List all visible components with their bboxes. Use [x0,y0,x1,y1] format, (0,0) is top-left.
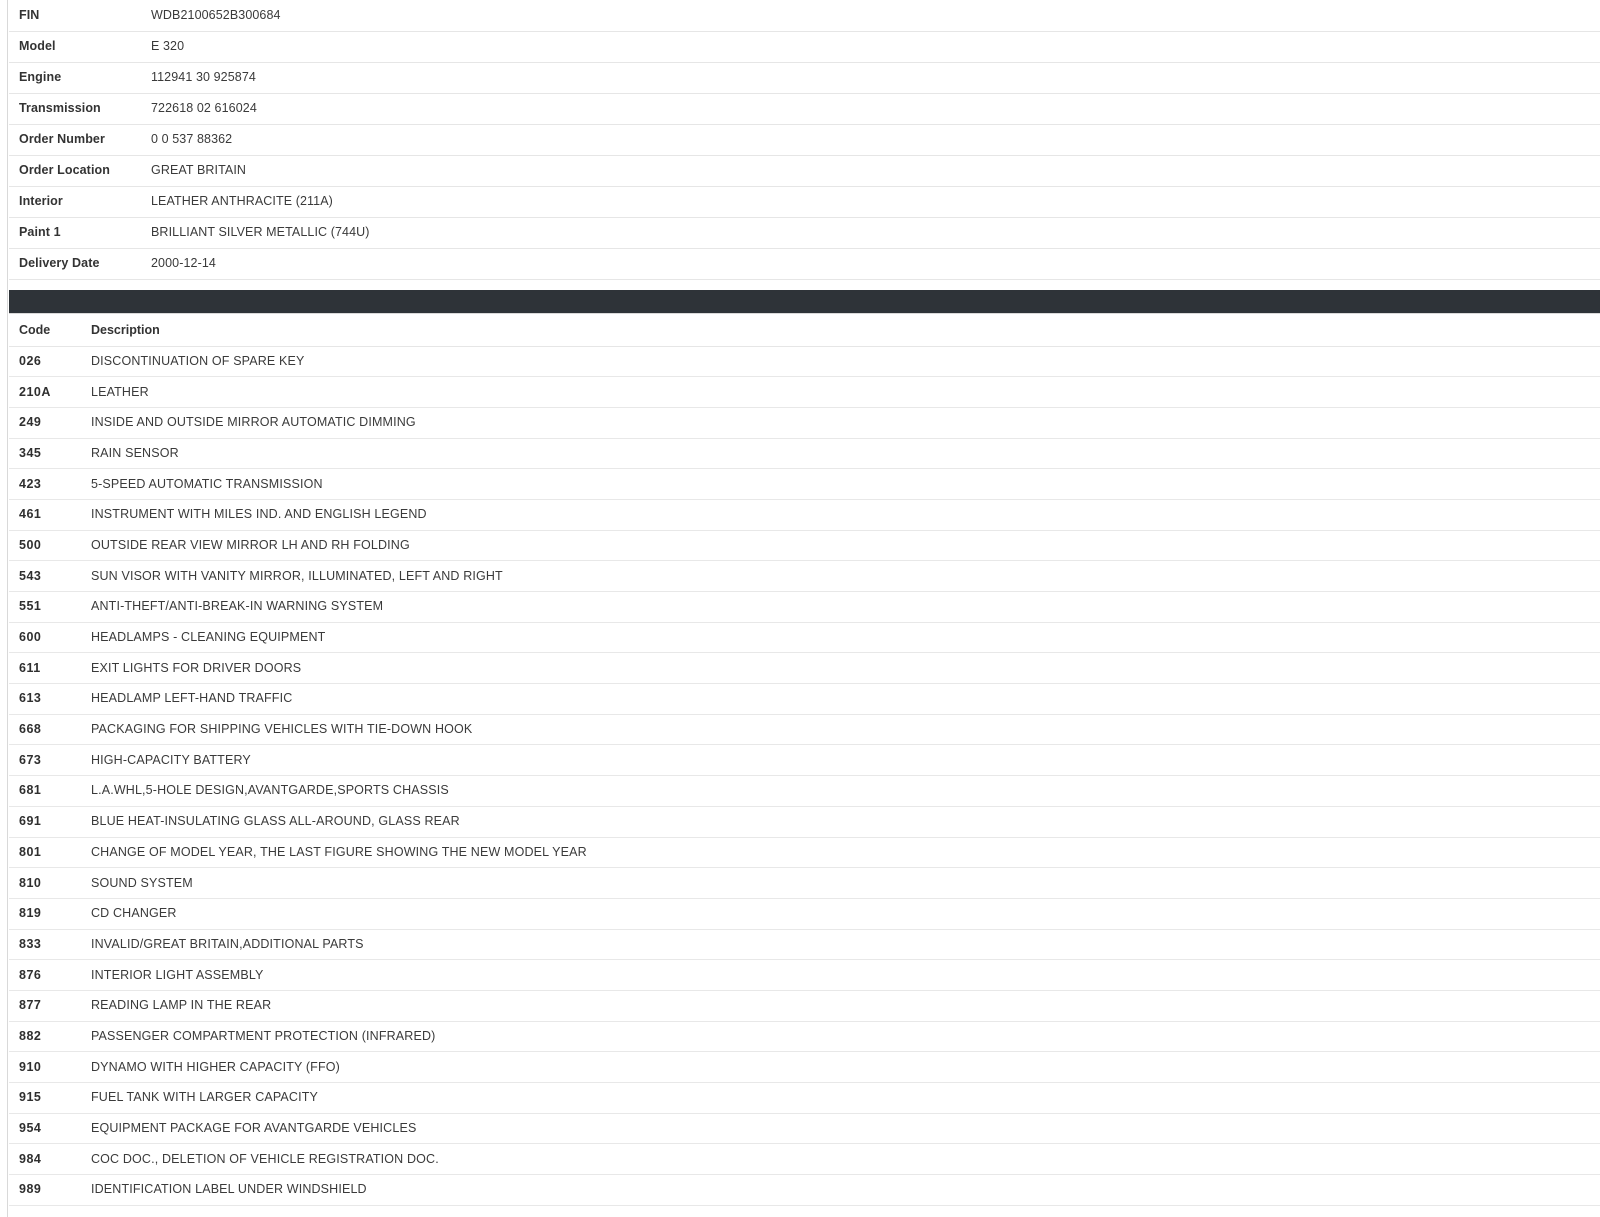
description-cell: EQUIPMENT PACKAGE FOR AVANTGARDE VEHICLES [82,1113,1600,1144]
table-row [9,62,1600,93]
spec-value: 112941 30 925874 [134,62,1600,93]
spec-label: Order Number [9,124,134,155]
table-row [9,868,1600,899]
code-cell: 611 [9,653,82,684]
table-row [9,124,1600,155]
description-cell: HIGH-CAPACITY BATTERY [82,745,1600,776]
code-cell: 810 [9,868,82,899]
code-cell: 551 [9,592,82,623]
description-cell: EXIT LIGHTS FOR DRIVER DOORS [82,653,1600,684]
equipment-codes-header [9,314,1600,347]
code-cell: 819 [9,898,82,929]
code-cell: 833 [9,929,82,960]
code-cell: 249 [9,407,82,438]
left-gutter-rule [0,0,8,1217]
spec-value: LEATHER ANTHRACITE (211A) [134,186,1600,217]
description-cell: 5-SPEED AUTOMATIC TRANSMISSION [82,469,1600,500]
description-cell: IDENTIFICATION LABEL UNDER WINDSHIELD [82,1175,1600,1206]
spec-label: Order Location [9,155,134,186]
table-row [9,960,1600,991]
code-cell: 910 [9,1052,82,1083]
table-row [9,530,1600,561]
code-cell: 681 [9,776,82,807]
code-cell: 801 [9,837,82,868]
equipment-codes-table [9,314,1600,1206]
vehicle-spec-body [9,0,1600,279]
code-cell: 691 [9,806,82,837]
table-row [9,1021,1600,1052]
table-row [9,806,1600,837]
spec-label: Transmission [9,93,134,124]
table-header-row [9,314,1600,347]
spec-value: WDB2100652B300684 [134,0,1600,31]
code-cell: 026 [9,346,82,377]
description-cell: HEADLAMP LEFT-HAND TRAFFIC [82,684,1600,715]
code-cell: 989 [9,1175,82,1206]
spec-value: 0 0 537 88362 [134,124,1600,155]
table-row [9,837,1600,868]
description-cell: PACKAGING FOR SHIPPING VEHICLES WITH TIE-DOWN HOOK [82,714,1600,745]
equipment-codes-section [9,313,1600,1206]
description-cell: CD CHANGER [82,898,1600,929]
table-row [9,377,1600,408]
code-cell: 500 [9,530,82,561]
description-cell: INSTRUMENT WITH MILES IND. AND ENGLISH LEGEND [82,499,1600,530]
vehicle-spec-table [9,0,1600,280]
spec-value: BRILLIANT SILVER METALLIC (744U) [134,217,1600,248]
spec-label: FIN [9,0,134,31]
code-cell: 673 [9,745,82,776]
description-cell: INTERIOR LIGHT ASSEMBLY [82,960,1600,991]
table-row [9,438,1600,469]
table-row [9,155,1600,186]
description-cell: L.A.WHL,5-HOLE DESIGN,AVANTGARDE,SPORTS CHASSIS [82,776,1600,807]
spec-label: Model [9,31,134,62]
column-header-description: Description [82,314,1600,347]
table-row [9,561,1600,592]
description-cell: FUEL TANK WITH LARGER CAPACITY [82,1083,1600,1114]
description-cell: COC DOC., DELETION OF VEHICLE REGISTRATION DOC. [82,1144,1600,1175]
spec-value: 722618 02 616024 [134,93,1600,124]
code-cell: 668 [9,714,82,745]
table-row [9,217,1600,248]
code-cell: 915 [9,1083,82,1114]
description-cell: BLUE HEAT-INSULATING GLASS ALL-AROUND, GLASS REAR [82,806,1600,837]
code-cell: 210A [9,377,82,408]
spec-value: 2000-12-14 [134,248,1600,279]
code-cell: 882 [9,1021,82,1052]
table-row [9,31,1600,62]
table-row [9,776,1600,807]
table-row [9,745,1600,776]
description-cell: DYNAMO WITH HIGHER CAPACITY (FFO) [82,1052,1600,1083]
table-row [9,1175,1600,1206]
table-row [9,714,1600,745]
description-cell: CHANGE OF MODEL YEAR, THE LAST FIGURE SHOWING THE NEW MODEL YEAR [82,837,1600,868]
spec-value: GREAT BRITAIN [134,155,1600,186]
code-cell: 876 [9,960,82,991]
description-cell: LEATHER [82,377,1600,408]
spec-label: Delivery Date [9,248,134,279]
spec-label: Interior [9,186,134,217]
table-row [9,653,1600,684]
code-cell: 600 [9,622,82,653]
description-cell: READING LAMP IN THE REAR [82,990,1600,1021]
table-row [9,684,1600,715]
description-cell: OUTSIDE REAR VIEW MIRROR LH AND RH FOLDING [82,530,1600,561]
section-divider-bar [9,290,1600,313]
column-header-code: Code [9,314,82,347]
code-cell: 345 [9,438,82,469]
table-row [9,248,1600,279]
description-cell: ANTI-THEFT/ANTI-BREAK-IN WARNING SYSTEM [82,592,1600,623]
table-row [9,0,1600,31]
table-row [9,990,1600,1021]
code-cell: 984 [9,1144,82,1175]
table-row [9,186,1600,217]
table-row [9,592,1600,623]
description-cell: RAIN SENSOR [82,438,1600,469]
table-row [9,346,1600,377]
description-cell: HEADLAMPS - CLEANING EQUIPMENT [82,622,1600,653]
table-row [9,93,1600,124]
description-cell: PASSENGER COMPARTMENT PROTECTION (INFRARED) [82,1021,1600,1052]
spec-label: Engine [9,62,134,93]
code-cell: 543 [9,561,82,592]
description-cell: INVALID/GREAT BRITAIN,ADDITIONAL PARTS [82,929,1600,960]
document-content [9,0,1600,1206]
equipment-codes-body [9,346,1600,1205]
table-row [9,622,1600,653]
table-row [9,1113,1600,1144]
code-cell: 613 [9,684,82,715]
table-row [9,898,1600,929]
spec-label: Paint 1 [9,217,134,248]
table-row [9,929,1600,960]
table-row [9,1052,1600,1083]
description-cell: DISCONTINUATION OF SPARE KEY [82,346,1600,377]
table-row [9,407,1600,438]
code-cell: 877 [9,990,82,1021]
description-cell: INSIDE AND OUTSIDE MIRROR AUTOMATIC DIMMING [82,407,1600,438]
code-cell: 461 [9,499,82,530]
table-row [9,469,1600,500]
table-row [9,1144,1600,1175]
table-row [9,1083,1600,1114]
table-row [9,499,1600,530]
description-cell: SOUND SYSTEM [82,868,1600,899]
description-cell: SUN VISOR WITH VANITY MIRROR, ILLUMINATED, LEFT AND RIGHT [82,561,1600,592]
code-cell: 423 [9,469,82,500]
code-cell: 954 [9,1113,82,1144]
spec-value: E 320 [134,31,1600,62]
